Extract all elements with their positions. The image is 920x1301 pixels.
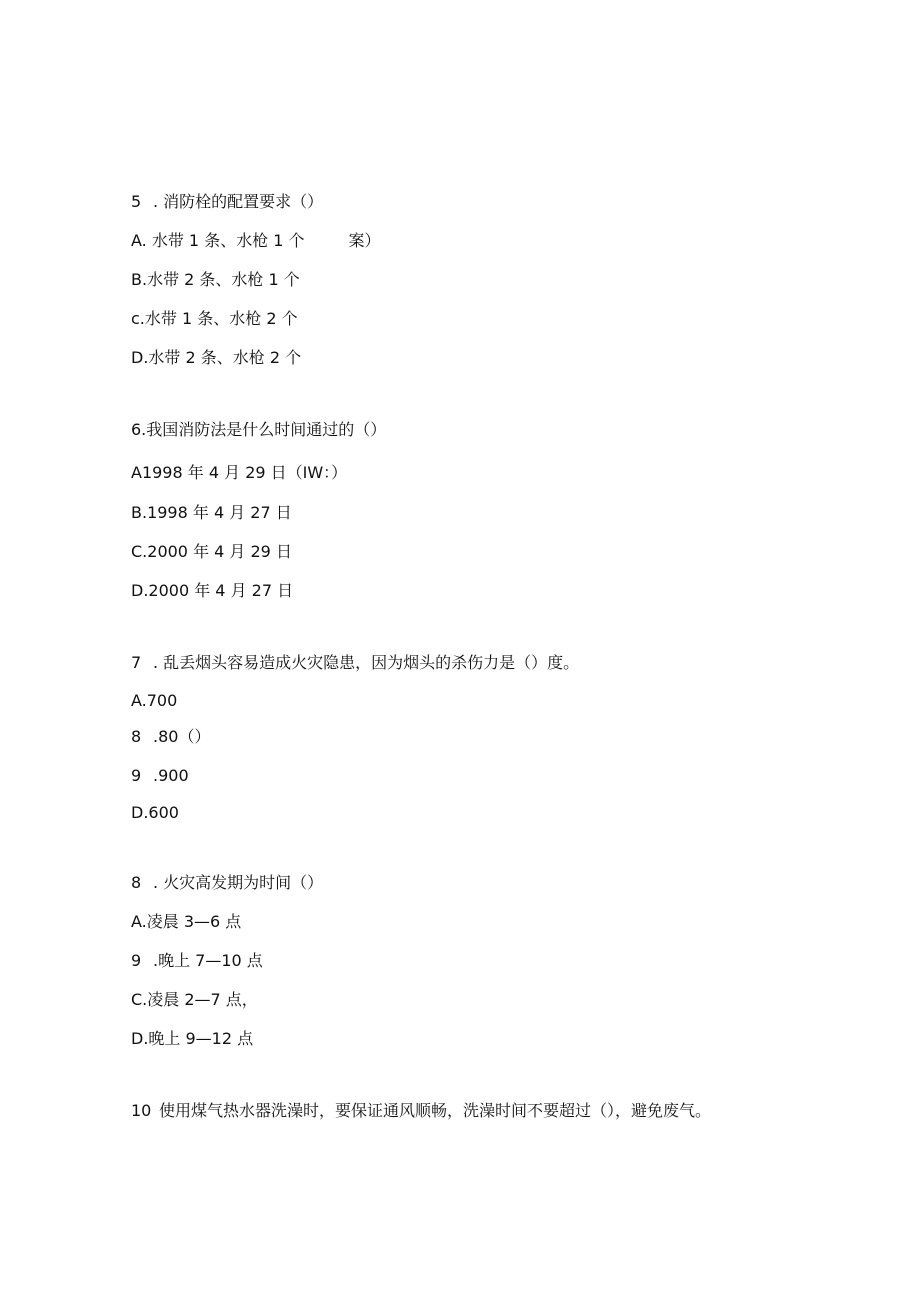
option-annotation: 案）: [348, 231, 381, 250]
option-q5-d: D.水带 2 条、水枪 2 个: [131, 348, 302, 367]
question-7-stem: [131, 653, 579, 673]
option-label: A. 水带 1 条、水枪 1 个: [131, 231, 305, 250]
question-number: 7: [131, 653, 142, 672]
question-5-stem: [131, 192, 323, 212]
question-text: 我国消防法是什么时间通过的（）: [146, 420, 387, 439]
option-label: .80（）: [153, 727, 211, 746]
option-q8-b: [131, 951, 263, 971]
option-q8-c: C.凌晨 2—7 点，: [131, 990, 258, 1009]
option-q5-c: c.水带 1 条、水枪 2 个: [131, 309, 298, 328]
option-q8-a: A.凌晨 3—6 点: [131, 912, 242, 931]
option-number: 9: [131, 766, 142, 785]
option-q5-b: B.水带 2 条、水枪 1 个: [131, 270, 300, 289]
question-text: . 火灾高发期为时间（）: [153, 873, 324, 892]
option-q6-b: B.1998 年 4 月 27 日: [131, 503, 292, 522]
option-q6-a: A1998 年 4 月 29 日（IW：）: [131, 463, 348, 482]
question-number: 10: [131, 1101, 152, 1120]
option-q6-d: D.2000 年 4 月 27 日: [131, 581, 294, 600]
option-q6-c: C.2000 年 4 月 29 日: [131, 542, 292, 561]
option-q7-c: [131, 766, 189, 786]
question-text: 使用煤气热水器洗澡时，要保证通风顺畅，洗澡时间不要超过（），避免废气。: [159, 1101, 712, 1120]
option-number: 9: [131, 951, 142, 970]
question-text: . 消防栓的配置要求（）: [153, 192, 324, 211]
question-number: 8: [131, 873, 142, 892]
question-number: 5: [131, 192, 142, 211]
option-q7-d: D.600: [131, 803, 179, 822]
question-10-stem: [131, 1101, 711, 1121]
question-number: 6.: [131, 420, 147, 439]
question-text: . 乱丢烟头容易造成火灾隐患，因为烟头的杀伤力是（）度。: [153, 653, 580, 672]
option-label: .900: [153, 766, 189, 785]
question-8-stem: [131, 873, 323, 893]
option-q8-d: D.晚上 9—12 点: [131, 1029, 254, 1048]
option-q5-a: [131, 231, 381, 251]
option-q7-b: [131, 727, 210, 747]
option-label: .晚上 7—10 点: [153, 951, 263, 970]
question-6-stem: [131, 420, 386, 440]
option-q7-a: A.700: [131, 691, 178, 710]
option-number: 8: [131, 727, 142, 746]
